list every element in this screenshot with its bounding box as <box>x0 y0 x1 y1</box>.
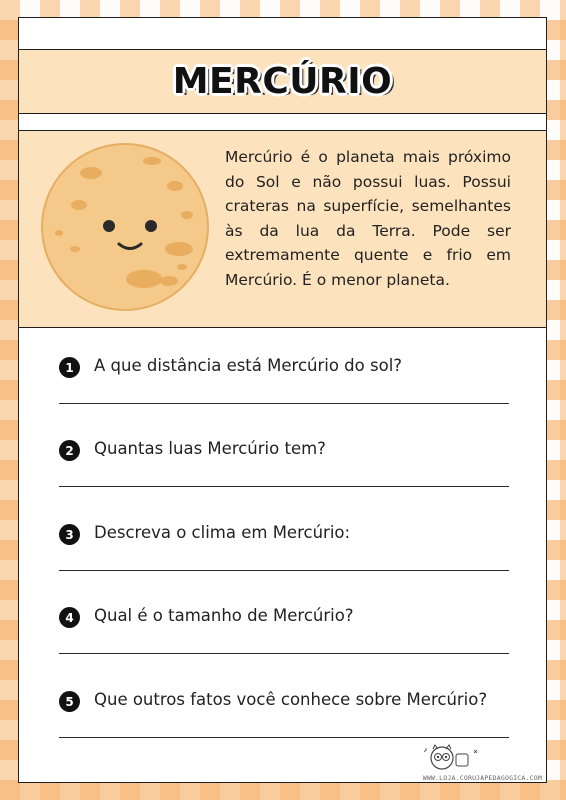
answer-line[interactable] <box>59 653 509 654</box>
question-1 <box>59 357 519 417</box>
question-2 <box>59 440 519 500</box>
question-text: A que distância está Mercúrio do sol? <box>94 356 403 375</box>
answer-line[interactable] <box>59 737 509 738</box>
footer-credit: WWW.LOJA.CORUJAPEDAGOGICA.COM <box>422 774 542 782</box>
question-4 <box>59 607 519 667</box>
question-number-badge: 3 <box>59 524 80 545</box>
title-band <box>19 49 546 114</box>
question-number-badge: 2 <box>59 440 80 461</box>
description-text: Mercúrio é o planeta mais próximo do Sol e não possui luas. Possui crateras na superfície, semelhantes às da lua da Terra. Pode ser extremamente quente e frio em Mercúrio. É o menor planeta. <box>225 148 511 289</box>
worksheet <box>18 17 547 783</box>
question-text: Qual é o tamanho de Mercúrio? <box>94 606 354 625</box>
question-number-badge: 4 <box>59 607 80 628</box>
mercury-planet-illustration <box>39 141 211 313</box>
question-number-badge: 5 <box>59 691 80 712</box>
question-text: Quantas luas Mercúrio tem? <box>94 439 326 458</box>
info-band <box>19 130 546 328</box>
question-number-badge: 1 <box>59 357 80 378</box>
question-text: Que outros fatos você conhece sobre Mercúrio? <box>94 690 488 709</box>
question-text: Descreva o clima em Mercúrio: <box>94 523 351 542</box>
answer-line[interactable] <box>59 403 509 404</box>
answer-line[interactable] <box>59 486 509 487</box>
question-3 <box>59 524 519 584</box>
page-title: MERCÚRIO <box>172 61 393 102</box>
answer-line[interactable] <box>59 570 509 571</box>
